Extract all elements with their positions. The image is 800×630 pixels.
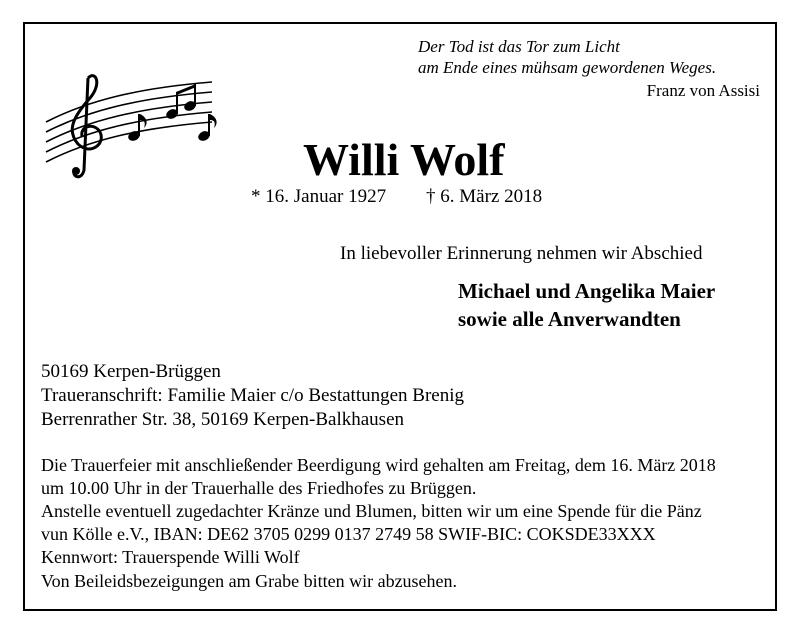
death-date: † 6. März 2018 [426, 186, 543, 207]
deceased-name: Willi Wolf [303, 134, 505, 185]
music-notes-icon [44, 70, 219, 185]
address-line-3: Berrenrather Str. 38, 50169 Kerpen-Balkhausen [41, 409, 405, 430]
notice-line-4: vun Kölle e.V., IBAN: DE62 3705 0299 0137 2749 58 SWIF-BIC: COKSDE33XXX [41, 524, 656, 544]
notice-line-5: Kennwort: Trauerspende Willi Wolf [41, 547, 300, 567]
quote-line-1: Der Tod ist das Tor zum Licht [418, 37, 620, 56]
mourners-line-1: Michael und Angelika Maier [458, 279, 716, 303]
notice-line-1: Die Trauerfeier mit anschließender Beerdigung wird gehalten am Freitag, dem 16. März 2018 [41, 455, 716, 475]
address-line-1: 50169 Kerpen-Brüggen [41, 361, 221, 382]
quote-author: Franz von Assisi [646, 81, 760, 100]
birth-date: * 16. Januar 1927 [251, 186, 387, 207]
notice-line-3: Anstelle eventuell zugedachter Kränze und Blumen, bitten wir um eine Spende für die Pänz [41, 501, 702, 521]
mourners-line-2: sowie alle Anverwandten [458, 307, 681, 331]
farewell-text: In liebevoller Erinnerung nehmen wir Abschied [340, 243, 703, 264]
address-line-2: Traueranschrift: Familie Maier c/o Bestattungen Brenig [41, 385, 465, 406]
quote-line-2: am Ende eines mühsam gewordenen Weges. [418, 58, 717, 77]
notice-line-6: Von Beileidsbezeigungen am Grabe bitten wir abzusehen. [41, 571, 458, 591]
notice-line-2: um 10.00 Uhr in der Trauerhalle des Friedhofes zu Brüggen. [41, 478, 477, 498]
